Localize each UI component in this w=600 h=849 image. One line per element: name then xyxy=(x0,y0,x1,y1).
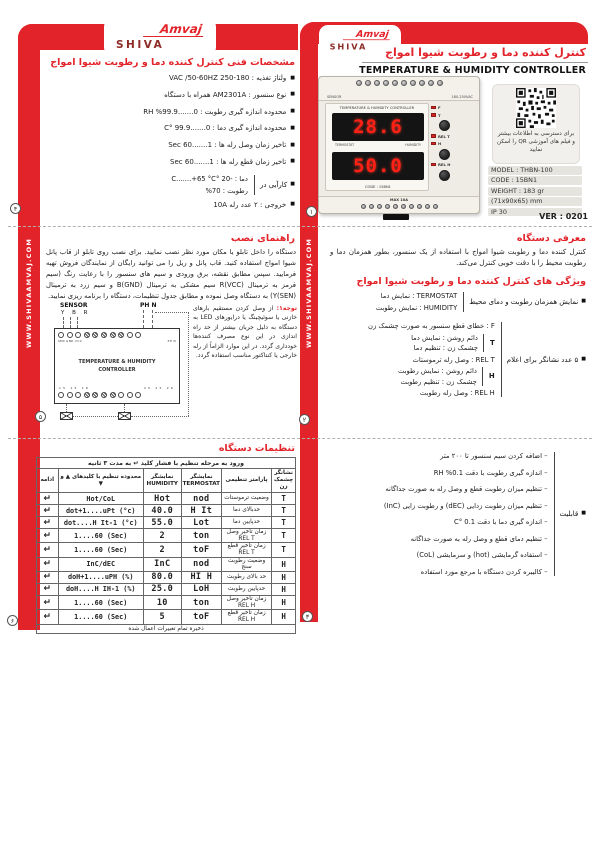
enter-key-icon: ↵ xyxy=(37,583,59,595)
wire xyxy=(124,404,125,412)
logo-amvaj-text: Amvaj xyxy=(143,23,205,37)
fold-divider xyxy=(302,226,592,227)
load-symbol xyxy=(60,412,73,420)
terminal-icon xyxy=(118,332,124,338)
spec-item: رطوبت : 70% xyxy=(205,186,248,195)
table-row: T زمان تاخیر قطع REL T toF 2 1....60 (Sec) ↵ xyxy=(37,543,296,557)
enter-key-icon: ↵ xyxy=(37,543,59,557)
page-number-4: ۴ xyxy=(10,203,21,214)
enter-key-icon: ↵ xyxy=(37,517,59,529)
col-continue: ادامه xyxy=(37,469,59,493)
bullet-icon: ■ xyxy=(290,141,295,148)
fold-divider xyxy=(8,226,300,227)
din-rail-clip xyxy=(383,214,409,220)
terminal-labels-left: SEN GND VCC xyxy=(58,339,83,343)
capability-item: – اندازه گیری رطوبت با دقت 0.1% RH xyxy=(384,469,548,477)
enter-key-icon: ↵ xyxy=(37,505,59,517)
install-paragraph: دستگاه را داخل تابلو یا مکان مورد نظر نصب نمایید. برای نصب روی تابلو از قاب پانل شیوا امواج استفاده کنید. قاب پانل و ریل را می توانید رایگان از نمایندگان فروش تهیه فرمایید. سپس مطابق نقشه، برق ورودی و سیم های سنسور را با رعایت رنگ (سیم قرمز به ترمینال R(VCC) سیم مشکی به ترمینال B(GND) و سیم زرد به ترمینال Y(SEN)) به دستگاه وصل نموده و مطابق جدول تنظیمات، دستگاه را برنامه ریزی نمایید. xyxy=(46,248,296,300)
bullet-icon: ■ xyxy=(290,201,295,208)
led-f: F xyxy=(431,105,441,110)
model-info-row: (71x90x65) mm xyxy=(488,197,582,206)
feature-indicators-label: ■ ۵ عدد نشانگر برای اعلام xyxy=(506,355,586,364)
terminal-icon xyxy=(67,332,73,338)
feature-indicators xyxy=(330,322,586,397)
terminal-icon xyxy=(110,392,116,398)
wiring-diagram xyxy=(52,302,194,422)
enter-key-icon: ↵ xyxy=(37,610,59,624)
screw-icon xyxy=(393,204,398,209)
screw-icon xyxy=(425,204,430,209)
screw-icon xyxy=(428,80,434,86)
load-symbol xyxy=(118,412,131,420)
feature-dual-display-label: ■ نمایش همزمان رطوبت و دمای محیط xyxy=(469,297,586,306)
enter-key-icon: ↵ xyxy=(37,557,59,571)
feature-item: HUMIDITY : نمایش رطوبت xyxy=(375,303,458,312)
table-row: H وضعیت رطوبت سنج nod InC InC/dEC ↵ xyxy=(37,557,296,571)
capability-item: – تنظیم میزان رطوبت زدایی (dEC) و رطوبت زایی (InC) xyxy=(384,502,548,510)
enter-button xyxy=(439,120,450,131)
table-row: T زمان تاخیر وصل REL T ton 2 1....60 (Sec) ↵ xyxy=(37,529,296,543)
table-row: H زمان تاخیر وصل REL H ton 10 1....60 (Sec) ↵ xyxy=(37,595,296,609)
terminal-icon xyxy=(67,392,73,398)
feature-item: چشمک زن : تنظیم رطوبت xyxy=(400,377,477,386)
spec-item: ■ محدوده اندازه گیری رطوبت : 0.......99.9% RH xyxy=(143,107,295,116)
terminal-icon xyxy=(75,392,81,398)
table-entry-row xyxy=(37,458,296,469)
version-label: VER : 0201 xyxy=(539,212,588,221)
capabilities-items xyxy=(384,452,555,576)
indicator-h-items xyxy=(398,367,483,386)
feature-item: دائم روشن : نمایش رطوبت xyxy=(397,367,477,375)
page-title-fa: کنترل کننده دما و رطوبت شیوا امواج xyxy=(385,46,586,59)
terminal-icon xyxy=(101,332,107,338)
screw-icon xyxy=(385,204,390,209)
terminal-icon xyxy=(75,332,81,338)
specs-section-title: مشخصات فنی کنترل کننده دما و رطوبت شیوا امواج xyxy=(50,57,295,68)
device-photo xyxy=(318,76,480,214)
note-text: از وصل کردن مستقیم بارهای خازنی یا سوئیچینگ یا درایورهای LED به دستگاه به دلیل جریان بیشتر از حد راه اندازی در این نوع مصرف کننده‌ها خودداری گردد. در این موارد الزاماً از رله خارجی یا کنتاکتور مناسب استفاده گردد. xyxy=(193,305,297,360)
screw-icon xyxy=(419,80,425,86)
led-t: T xyxy=(431,113,441,118)
feature-dual-display-items xyxy=(376,292,465,312)
terminal-icon xyxy=(127,332,133,338)
capability-item: – اضافه کردن سیم سنسور تا ۲۰۰ متر xyxy=(384,452,548,460)
humidity-caption: HUMIDITY xyxy=(405,143,421,147)
terminal-icon xyxy=(101,392,107,398)
led-icon xyxy=(431,106,436,110)
diagram-sensor-label: SENSOR xyxy=(60,302,88,309)
wire xyxy=(131,416,189,417)
feature-item: دائم روشن : نمایش دما xyxy=(411,333,478,342)
spec-item: ■ ولتاژ تغذیه : 180-250 VAC /50-60HZ xyxy=(168,74,295,82)
settings-save-note: ذخیره تمام تغییرات اعمال شده xyxy=(37,624,296,633)
specs-list xyxy=(50,74,295,218)
terminal-icon xyxy=(127,392,133,398)
capability-item: – استفاده گرمایشی (hot) و سرمایشی (CoL) xyxy=(384,551,548,559)
fold-divider xyxy=(8,438,300,439)
spec-operating-range xyxy=(50,175,295,195)
spec-item: ■ خروجی : ۲ عدد رله 10A xyxy=(213,200,295,209)
screw-icon xyxy=(433,204,438,209)
bullet-icon: ■ xyxy=(290,91,295,98)
humidity-display xyxy=(332,152,424,180)
screw-icon xyxy=(410,80,416,86)
logo-shiva-text: SHIVA xyxy=(329,41,368,51)
diagram-sensor-pins: Y B R xyxy=(61,310,91,316)
indicator-relh-item: REL H : وصل رله رطوبت xyxy=(419,389,495,397)
screw-icon xyxy=(377,204,382,209)
col-humidity-display: نمایشگر HUMIDITY xyxy=(143,469,181,493)
enter-key-icon: ↵ xyxy=(37,595,59,609)
bullet-icon: ■ xyxy=(290,124,295,131)
model-info-row: MODEL : THBN-100 xyxy=(488,166,582,175)
table-row: T حدبالای دما H It 40.0 dot+1....uPt (°c) ↵ xyxy=(37,505,296,517)
terminal-screws xyxy=(319,77,479,86)
display-captions xyxy=(332,143,424,147)
enter-key-icon: ↵ xyxy=(37,571,59,583)
termostat-caption: TERMOSTAT xyxy=(335,143,355,147)
diagram-bottom-terminals xyxy=(58,392,141,398)
led-icon xyxy=(431,142,436,146)
screw-icon xyxy=(409,204,414,209)
intro-paragraph: کنترل کننده دما و رطوبت شیوا امواج با استفاده از یک سنسور، بطور همزمان دما و رطوبت محیط را با دقت خوبی کنترل می‌کند. xyxy=(330,248,586,268)
capability-item: – تنظیم دمای قطع و وصل رله به صورت جداگانه xyxy=(384,535,548,543)
screw-icon xyxy=(417,204,422,209)
feature-item: چشمک زن : تنظیم دما xyxy=(413,344,478,352)
screw-icon xyxy=(401,80,407,86)
terminal-labels-right: PH N xyxy=(167,339,176,343)
bullet-icon: ■ xyxy=(290,74,295,81)
qr-code xyxy=(516,88,556,128)
screw-icon xyxy=(401,204,406,209)
capability-item: – اندازه گیری دما با دقت 0.1 °C xyxy=(384,518,548,526)
table-row: H حدپایین رطوبت LoH 25.0 doH....H IH-1 (%) ↵ xyxy=(37,583,296,595)
screw-icon xyxy=(437,80,443,86)
capability-item: – تنظیم میزان رطوبت قطع و وصل رله به صورت جداگانه xyxy=(384,485,548,493)
device-indicator-column xyxy=(431,105,475,181)
diagram-phn-label: PH N xyxy=(140,302,157,309)
col-range: محدوده تنظیم با کلیدهای ▲ و ▼ xyxy=(58,469,143,493)
wire xyxy=(73,416,118,417)
terminal-icon xyxy=(92,392,98,398)
screw-icon xyxy=(374,80,380,86)
enter-key-icon: ↵ xyxy=(37,493,59,505)
table-header-row xyxy=(37,469,296,493)
table-footer-row xyxy=(37,624,296,633)
spec-item: ■ تاخیر زمان قطع رله ها : 1.......60 Sec xyxy=(170,157,295,166)
wire xyxy=(155,312,189,313)
capabilities-block xyxy=(330,452,586,576)
terminal-icon xyxy=(84,332,90,338)
col-termostat-display: نمایشگر TERMOSTAT xyxy=(181,469,221,493)
page-number-5: ۵ xyxy=(35,411,46,422)
table-row: T حدپایین دما Lot 55.0 dot....H It-1 (°c) ↵ xyxy=(37,517,296,529)
led-icon xyxy=(431,113,436,117)
diagram-top-terminals xyxy=(58,332,141,338)
install-note xyxy=(193,304,297,361)
logo-shiva-text: SHIVA xyxy=(116,39,165,51)
led-rel-t: REL T xyxy=(431,134,450,139)
device-bottom-terminals xyxy=(319,196,479,213)
intro-section-title: معرفی دستگاه xyxy=(516,233,586,244)
brand-logo xyxy=(104,18,216,56)
terminal-numbers-right: 25 25 26 xyxy=(144,386,175,390)
screw-icon xyxy=(365,80,371,86)
wire xyxy=(66,404,67,412)
model-info-row: WEIGHT : 183 gr xyxy=(488,187,582,196)
device-front-panel xyxy=(325,103,429,191)
indicator-t-label: T xyxy=(489,338,495,347)
device-sensor-label: SENSOR xyxy=(327,95,342,99)
settings-section-title: تنظیمات دستگاه xyxy=(218,443,295,454)
led-icon xyxy=(431,134,436,138)
logo-amvaj-text: Amvaj xyxy=(343,29,391,40)
shiva-amvaj-logo xyxy=(114,21,206,51)
terminal-icon xyxy=(110,332,116,338)
terminal-icon xyxy=(118,392,124,398)
settings-entry-note: ورود به مرحله تنظیم با فشار کلید ↵ به مدت ۳ ثانیه xyxy=(37,458,296,469)
col-parameter: پارامتر تنظیمی xyxy=(222,469,272,493)
terminal-icon xyxy=(135,332,141,338)
wire xyxy=(77,317,78,328)
terminal-icon xyxy=(135,392,141,398)
terminal-numbers-left: 15 15 16 xyxy=(59,386,90,390)
table-row: H زمان تاخیر قطع REL H toF 5 1....60 (Sec) ↵ xyxy=(37,610,296,624)
enter-key-icon: ↵ xyxy=(37,529,59,543)
page-number-3: ۳ xyxy=(302,611,313,622)
features-section-title: ویژگی های کنترل کننده دما و رطوبت شیوا امواج xyxy=(356,276,586,287)
diagram-device-box xyxy=(54,328,180,404)
screw-icon xyxy=(369,204,374,209)
qr-caption: برای دسترسی به اطلاعات بیشتر و فیلم های آموزشی QR را اسکن نمایید xyxy=(497,131,575,154)
bullet-icon: ■ xyxy=(290,108,295,115)
model-info-row: CODE : 15BN1 xyxy=(488,176,582,185)
terminal-icon xyxy=(58,332,64,338)
model-info-row: IP 30 xyxy=(488,208,582,217)
spec-item: ■ تاخیر زمان وصل رله ها : 1.......60 Sec xyxy=(168,141,295,150)
temperature-value: 28.6 xyxy=(353,115,403,138)
table-row: T وضعیت ترموستات nod Hot Hot/CoL ↵ xyxy=(37,493,296,505)
feature-indicators-items xyxy=(368,322,502,397)
device-max-current-label: MAX 10A xyxy=(389,198,409,202)
title-underline xyxy=(362,62,588,63)
website-url-vertical: WWW.SHIVAAMVAJ.COM xyxy=(25,238,33,348)
terminal-icon xyxy=(84,392,90,398)
indicator-t-items xyxy=(411,334,484,353)
diagram-device-title: TEMPERATURE & HUMIDITY CONTROLLER xyxy=(78,359,156,373)
terminal-icon xyxy=(58,392,64,398)
screw-icon xyxy=(356,80,362,86)
temperature-display xyxy=(332,113,424,141)
page-number-2: ۲ xyxy=(299,414,310,425)
note-label: توجه۱: xyxy=(276,305,297,312)
screw-icon xyxy=(392,80,398,86)
bullet-icon: ■ xyxy=(290,181,295,188)
led-h: H xyxy=(431,141,441,146)
website-url-vertical: WWW.SHIVAAMVAJ.COM xyxy=(305,238,313,348)
up-button xyxy=(439,149,450,160)
bullet-icon: ■ xyxy=(581,298,586,305)
page-title-en: TEMPERATURE & HUMIDITY CONTROLLER xyxy=(359,65,586,76)
spec-operating-range-items xyxy=(171,175,255,195)
indicator-h-group xyxy=(368,367,495,386)
spec-item: ■ محدوده اندازه گیری دما : 0.......99.9 °C xyxy=(164,124,295,133)
indicator-t-group xyxy=(368,334,495,353)
capability-item: – کالیبره کردن دستگاه با مرجع مورد استفاده xyxy=(384,568,548,576)
install-section-title: راهنمای نصب xyxy=(230,233,295,244)
spec-operating-range-label: ■ کارآیی در xyxy=(259,180,295,189)
humidity-value: 50.0 xyxy=(353,154,403,177)
led-icon xyxy=(431,163,436,167)
bullet-icon: ■ xyxy=(290,158,295,165)
model-info-list xyxy=(488,166,582,218)
spec-item: ■ نوع سنسور : AM2301A همراه با دستگاه xyxy=(164,90,295,99)
screw-icon xyxy=(361,204,366,209)
device-voltage-label: 180-250VAC xyxy=(451,95,473,99)
indicator-f-item: F : خطای قطع سنسور به صورت چشمک زن xyxy=(367,322,495,330)
settings-table xyxy=(36,457,296,634)
page-number-6: ۶ xyxy=(7,615,18,626)
indicator-relt-item: REL T : وصل رله ترموستات xyxy=(412,355,495,364)
wire xyxy=(143,310,144,328)
indicator-h-label: H xyxy=(488,372,495,381)
wire xyxy=(70,317,71,328)
page-number-1: ۱ xyxy=(306,206,317,217)
wire xyxy=(188,312,189,416)
led-rel-h: REL H xyxy=(431,162,450,167)
screw-icon xyxy=(383,80,389,86)
device-code-label: CODE : 15BN1 xyxy=(365,185,391,189)
table-row: H حد بالای رطوبت HI H 80.0 doH+1....uPH (%) ↵ xyxy=(37,571,296,583)
bullet-icon: ■ xyxy=(581,510,586,517)
capabilities-label: ■ قابلیت xyxy=(559,509,586,518)
terminal-icon xyxy=(92,332,98,338)
spec-item: دما : -20 °C.......+65 °C xyxy=(171,174,248,183)
qr-card xyxy=(492,84,580,164)
feature-dual-display xyxy=(330,292,586,312)
wire xyxy=(152,310,153,328)
fold-divider xyxy=(302,438,592,439)
bullet-icon: ■ xyxy=(581,356,586,362)
device-panel-title: TEMPERATURE & HUMIDITY CONTROLLER xyxy=(339,106,415,110)
down-button xyxy=(439,170,450,181)
wire xyxy=(63,317,64,328)
col-indicator: نشانگر چشمک زن xyxy=(272,469,296,493)
device-top-terminals xyxy=(319,77,479,101)
feature-item: TERMOSTAT : نمایش دما xyxy=(380,292,458,300)
